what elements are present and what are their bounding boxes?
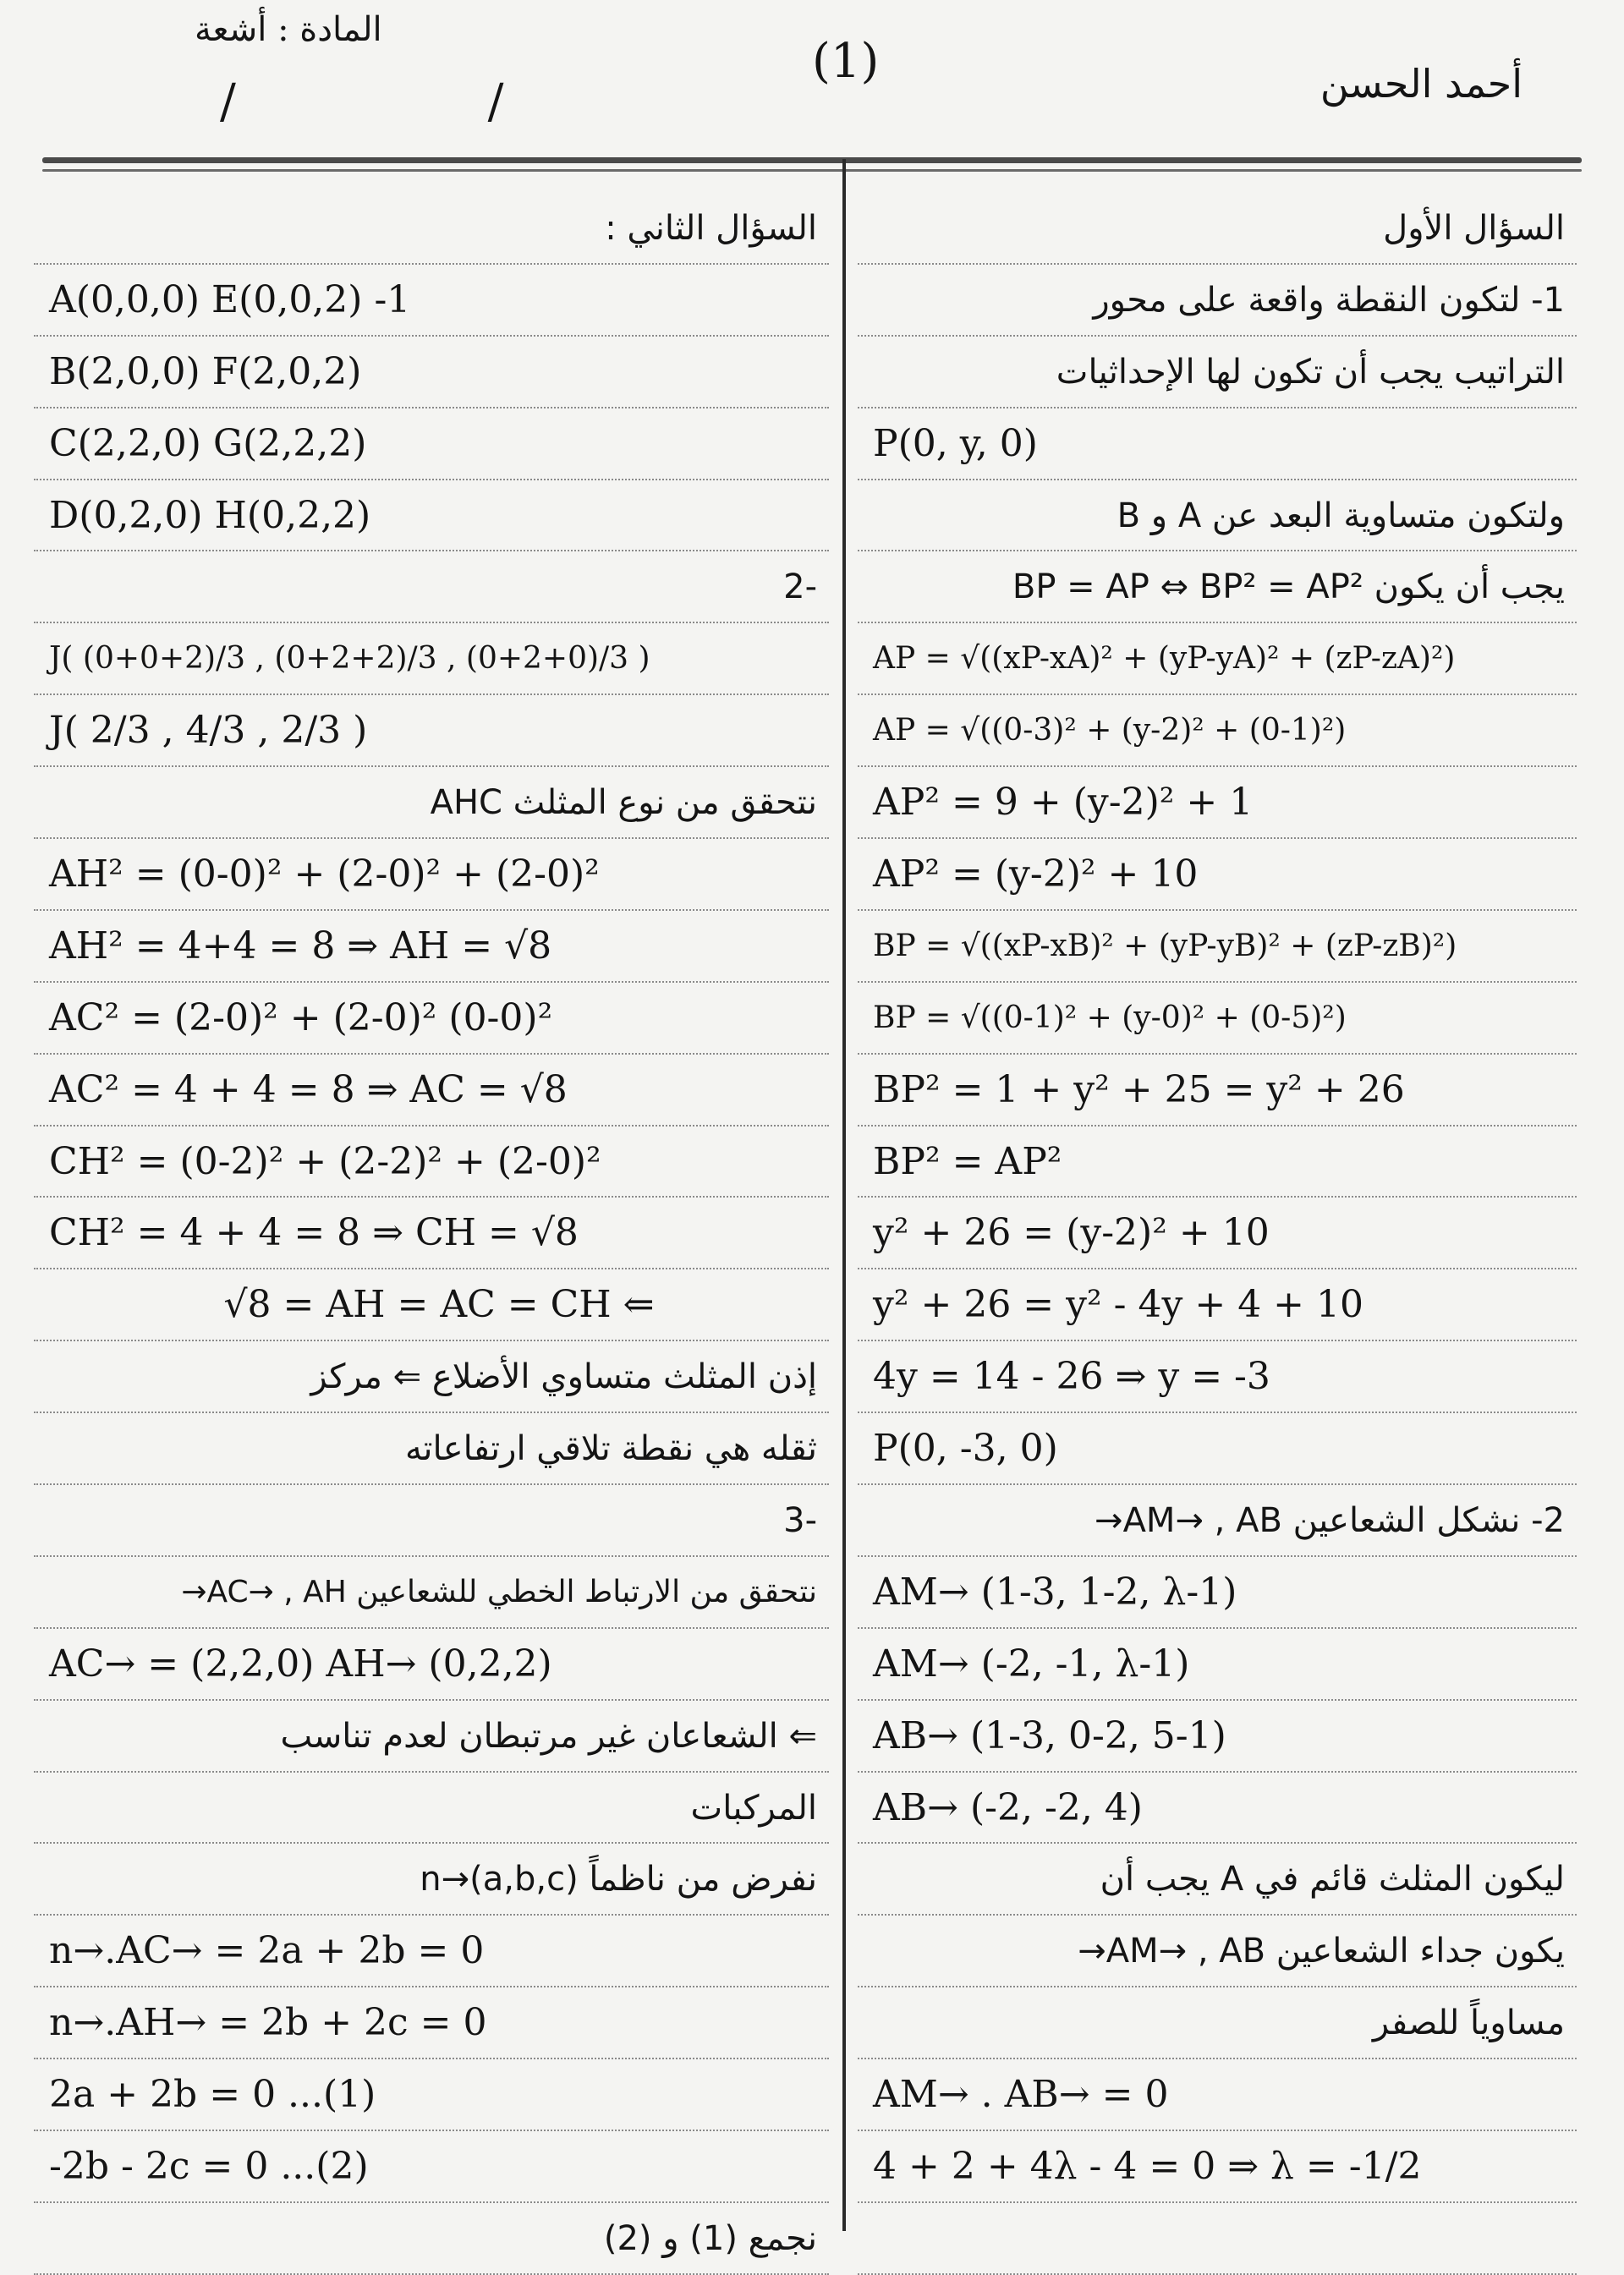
page-number: (1) xyxy=(812,34,880,89)
left-line: AH² = 4+4 = 8 ⇒ AH = √8 xyxy=(34,911,829,983)
right-line: BP² = AP² xyxy=(858,1127,1577,1198)
right-line: y² + 26 = y² - 4y + 4 + 10 xyxy=(858,1269,1577,1341)
left-line: D(0,2,0) H(0,2,2) xyxy=(34,480,829,552)
left-line: A(0,0,0) E(0,0,2) -1 xyxy=(34,265,829,337)
author-name: أحمد الحسن xyxy=(1320,61,1522,107)
left-line: السؤال الثاني : xyxy=(34,193,829,265)
left-line: ثقله هي نقطة تلاقي ارتفاعاته xyxy=(34,1413,829,1485)
right-line: مساوياً للصفر xyxy=(858,1987,1577,2059)
right-line: 1- لتكون النقطة واقعة على محور xyxy=(858,265,1577,337)
right-line: AB→ (1-3, 0-2, 5-1) xyxy=(858,1701,1577,1773)
right-line: AP² = (y-2)² + 10 xyxy=(858,839,1577,911)
right-line: 4 + 2 + 4λ - 4 = 0 ⇒ λ = -1/2 xyxy=(858,2131,1577,2203)
left-column-question-two xyxy=(34,193,829,2275)
right-line: التراتيب يجب أن تكون لها الإحداثيات xyxy=(858,337,1577,408)
subject-label: المادة : أشعة xyxy=(195,10,382,49)
left-line: -3 xyxy=(34,1485,829,1557)
left-line: C(2,2,0) G(2,2,2) xyxy=(34,408,829,480)
left-line: AC→ = (2,2,0) AH→ (0,2,2) xyxy=(34,1629,829,1701)
right-line: y² + 26 = (y-2)² + 10 xyxy=(858,1198,1577,1269)
right-line: يجب أن يكون BP = AP ⇔ BP² = AP² xyxy=(858,551,1577,623)
left-line: CH² = 4 + 4 = 8 ⇒ CH = √8 xyxy=(34,1198,829,1269)
right-line: BP = √((0-1)² + (y-0)² + (0-5)²) xyxy=(858,983,1577,1055)
left-line: J( (0+0+2)/3 , (0+2+2)/3 , (0+2+0)/3 ) xyxy=(34,623,829,695)
right-line: ولتكون متساوية البعد عن A و B xyxy=(858,480,1577,552)
right-line: P(0, y, 0) xyxy=(858,408,1577,480)
left-line: AH² = (0-0)² + (2-0)² + (2-0)² xyxy=(34,839,829,911)
header-divider-thin xyxy=(42,169,1582,172)
right-line: AM→ (-2, -1, λ-1) xyxy=(858,1629,1577,1701)
left-line: المركبات xyxy=(34,1773,829,1845)
right-line: BP² = 1 + y² + 25 = y² + 26 xyxy=(858,1055,1577,1127)
right-line xyxy=(858,2203,1577,2275)
left-line: AC² = (2-0)² + (2-0)² (0-0)² xyxy=(34,983,829,1055)
date-field: / / xyxy=(220,74,623,129)
header-divider xyxy=(42,157,1582,163)
left-line: AC² = 4 + 4 = 8 ⇒ AC = √8 xyxy=(34,1055,829,1127)
left-line: ⇐ الشعاعان غير مرتبطان لعدم تناسب xyxy=(34,1701,829,1773)
right-line: AB→ (-2, -2, 4) xyxy=(858,1773,1577,1845)
right-line: 4y = 14 - 26 ⇒ y = -3 xyxy=(858,1341,1577,1413)
right-line: AP² = 9 + (y-2)² + 1 xyxy=(858,767,1577,839)
right-line: السؤال الأول xyxy=(858,193,1577,265)
right-line: AP = √((xP-xA)² + (yP-yA)² + (zP-zA)²) xyxy=(858,623,1577,695)
right-line: AM→ . AB→ = 0 xyxy=(858,2059,1577,2131)
right-line: P(0, -3, 0) xyxy=(858,1413,1577,1485)
left-line: n→.AH→ = 2b + 2c = 0 xyxy=(34,1987,829,2059)
left-line: إذن المثلث متساوي الأضلاع ⇐ مركز xyxy=(34,1341,829,1413)
left-line: نتحقق من الارتباط الخطي للشعاعين AC→ , AH→ xyxy=(34,1557,829,1629)
left-line: نفرض من ناظماً n→(a,b,c) xyxy=(34,1844,829,1916)
left-line: نجمع (1) و (2) xyxy=(34,2203,829,2275)
left-line: n→.AC→ = 2a + 2b = 0 xyxy=(34,1916,829,1987)
left-line: J( 2/3 , 4/3 , 2/3 ) xyxy=(34,695,829,767)
right-line: AM→ (1-3, 1-2, λ-1) xyxy=(858,1557,1577,1629)
left-line: B(2,0,0) F(2,0,2) xyxy=(34,337,829,408)
right-line: AP = √((0-3)² + (y-2)² + (0-1)²) xyxy=(858,695,1577,767)
left-line: -2 xyxy=(34,551,829,623)
right-line: ليكون المثلث قائم في A يجب أن xyxy=(858,1844,1577,1916)
left-line: 2a + 2b = 0 ...(1) xyxy=(34,2059,829,2131)
left-line: √8 = AH = AC = CH ⇐ xyxy=(34,1269,829,1341)
right-line: يكون جداء الشعاعين AM→ , AB→ xyxy=(858,1916,1577,1987)
right-line: BP = √((xP-xB)² + (yP-yB)² + (zP-zB)²) xyxy=(858,911,1577,983)
left-line: نتحقق من نوع المثلث AHC xyxy=(34,767,829,839)
right-line: 2- نشكل الشعاعين AM→ , AB→ xyxy=(858,1485,1577,1557)
right-column-question-one xyxy=(858,193,1577,2275)
left-line: CH² = (0-2)² + (2-2)² + (2-0)² xyxy=(34,1127,829,1198)
left-line: -2b - 2c = 0 ...(2) xyxy=(34,2131,829,2203)
column-divider xyxy=(842,159,846,2231)
